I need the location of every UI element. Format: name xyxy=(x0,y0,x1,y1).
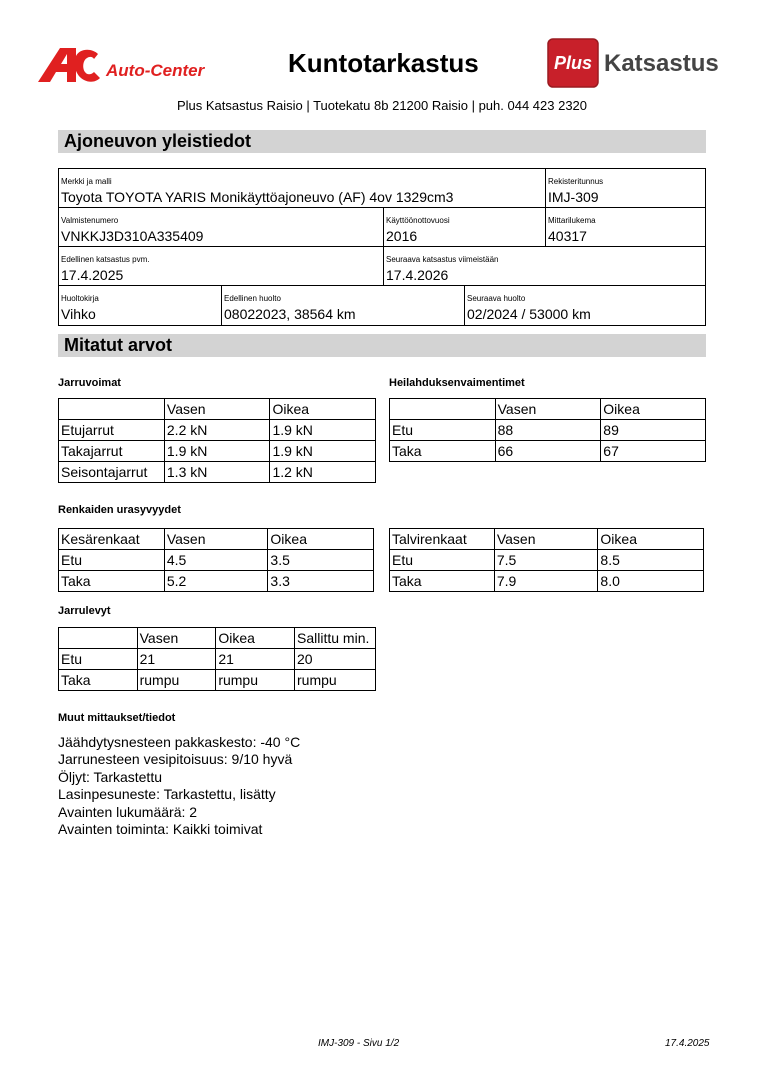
table-cell: Oikea xyxy=(268,529,374,550)
table-cell: Taka xyxy=(390,571,495,592)
other-line: Jäähdytysnesteen pakkaskesto: -40 °C xyxy=(58,734,301,750)
table-cell: Sallittu min. xyxy=(295,628,376,649)
table-cell: Etujarrut xyxy=(59,420,165,441)
table-cell: Etu xyxy=(59,550,165,571)
winter-tires-table xyxy=(389,528,704,592)
table-cell: 1.9 kN xyxy=(270,441,376,462)
table-cell: 67 xyxy=(601,441,706,462)
table-cell: Seisontajarrut xyxy=(59,462,165,483)
vehicle-info-table xyxy=(58,168,706,326)
table-cell: Etu xyxy=(59,649,138,670)
table-cell xyxy=(59,399,165,420)
auto-center-logo-icon xyxy=(36,46,226,86)
table-cell: Takajarrut xyxy=(59,441,165,462)
section-heading-measured: Mitatut arvot xyxy=(58,334,706,357)
registration-cell xyxy=(545,169,705,207)
odometer-cell xyxy=(545,208,705,246)
table-cell: 8.0 xyxy=(598,571,704,592)
table-cell: 1.9 kN xyxy=(270,420,376,441)
info-row xyxy=(59,286,705,325)
table-cell xyxy=(59,628,138,649)
odometer-value: 40317 xyxy=(548,228,587,244)
table-cell: Oikea xyxy=(270,399,376,420)
table-cell: Vasen xyxy=(495,399,601,420)
registration-label: Rekisteritunnus xyxy=(548,177,604,186)
table-cell: rumpu xyxy=(216,670,295,691)
table-row xyxy=(390,420,706,441)
auto-center-wordmark: Auto-Center xyxy=(106,61,205,80)
footer-page-number: IMJ-309 - Sivu 1/2 xyxy=(318,1038,400,1049)
table-cell: 1.3 kN xyxy=(164,462,270,483)
info-row xyxy=(59,247,705,286)
table-cell: 4.5 xyxy=(164,550,268,571)
footer-date: 17.4.2025 xyxy=(665,1038,710,1049)
service-book-value: Vihko xyxy=(61,306,96,322)
vin-label: Valmistenumero xyxy=(61,216,119,225)
table-cell: rumpu xyxy=(295,670,376,691)
table-row xyxy=(59,420,376,441)
summer-tires-table xyxy=(58,528,374,592)
table-cell: Kesärenkaat xyxy=(59,529,165,550)
table-row xyxy=(59,529,374,550)
table-cell: 20 xyxy=(295,649,376,670)
table-cell: Vasen xyxy=(137,628,216,649)
table-row xyxy=(59,462,376,483)
table-cell: Oikea xyxy=(216,628,295,649)
table-cell: Etu xyxy=(390,550,495,571)
prev-inspection-label: Edellinen katsastus pvm. xyxy=(61,255,150,264)
table-row xyxy=(59,399,376,420)
other-line: Avainten lukumäärä: 2 xyxy=(58,803,198,820)
table-cell: Taka xyxy=(390,441,496,462)
table-row xyxy=(59,649,376,670)
plus-katsastus-logo xyxy=(546,38,726,88)
brake-discs-table xyxy=(58,627,376,691)
other-measurements-title: Muut mittaukset/tiedot xyxy=(58,712,176,724)
prev-service-label: Edellinen huolto xyxy=(224,294,281,303)
table-row xyxy=(59,571,374,592)
brake-force-table xyxy=(58,398,376,483)
table-cell: 3.3 xyxy=(268,571,374,592)
other-line: Jarrunesteen vesipitoisuus: 9/10 hyvä xyxy=(58,751,293,768)
table-cell: Etu xyxy=(390,420,496,441)
other-line: Öljyt: Tarkastettu xyxy=(58,768,163,785)
other-line: Lasinpesuneste: Tarkastettu, lisätty xyxy=(58,786,276,803)
info-row xyxy=(59,169,705,208)
year-value: 2016 xyxy=(386,228,418,244)
shocks-title: Heilahduksenvaimentimet xyxy=(389,377,525,389)
table-cell: Oikea xyxy=(601,399,706,420)
next-service-value: 02/2024 / 53000 km xyxy=(467,306,591,322)
table-row xyxy=(390,399,706,420)
vin-cell xyxy=(59,208,383,246)
table-cell: 7.9 xyxy=(494,571,598,592)
table-cell: Vasen xyxy=(494,529,598,550)
table-cell: 88 xyxy=(495,420,601,441)
table-cell: 21 xyxy=(137,649,216,670)
table-cell: Talvirenkaat xyxy=(390,529,495,550)
station-address: Plus Katsastus Raisio | Tuotekatu 8b 21200 Raisio | puh. 044 423 2320 xyxy=(176,98,588,113)
make-model-label: Merkki ja malli xyxy=(61,177,112,186)
other-measurements-list xyxy=(58,734,300,838)
table-cell: Vasen xyxy=(164,529,268,550)
table-row xyxy=(390,571,704,592)
prev-service-cell xyxy=(221,286,464,325)
table-row xyxy=(390,441,706,462)
auto-center-logo xyxy=(36,46,226,86)
tire-depth-title: Renkaiden urasyvyydet xyxy=(58,504,181,516)
next-inspection-value: 17.4.2026 xyxy=(386,267,449,283)
section-heading-general: Ajoneuvon yleistiedot xyxy=(58,130,706,153)
table-cell: 8.5 xyxy=(598,550,704,571)
table-cell: Vasen xyxy=(164,399,270,420)
table-row xyxy=(59,670,376,691)
table-cell: 3.5 xyxy=(268,550,374,571)
table-cell: 1.2 kN xyxy=(270,462,376,483)
table-cell: rumpu xyxy=(137,670,216,691)
year-label: Käyttöönottovuosi xyxy=(386,216,450,225)
table-cell: Oikea xyxy=(598,529,704,550)
next-inspection-label: Seuraava katsastus viimeistään xyxy=(386,255,499,264)
next-service-label: Seuraava huolto xyxy=(467,294,526,303)
table-cell: Taka xyxy=(59,571,165,592)
brake-discs-title: Jarrulevyt xyxy=(58,605,111,617)
table-cell: 21 xyxy=(216,649,295,670)
year-cell xyxy=(383,208,545,246)
table-cell: 66 xyxy=(495,441,601,462)
table-row xyxy=(59,628,376,649)
shock-absorber-table xyxy=(389,398,706,462)
table-row xyxy=(390,550,704,571)
plus-badge-text: Plus xyxy=(553,53,593,73)
table-cell: 5.2 xyxy=(164,571,268,592)
table-cell xyxy=(390,399,496,420)
prev-service-value: 08022023, 38564 km xyxy=(224,306,356,322)
table-cell: Taka xyxy=(59,670,138,691)
table-cell: 2.2 kN xyxy=(164,420,270,441)
prev-inspection-value: 17.4.2025 xyxy=(61,267,124,283)
info-row xyxy=(59,208,705,247)
make-model-value: Toyota TOYOTA YARIS Monikäyttöajoneuvo (AF) 4ov 1329cm3 xyxy=(61,189,454,205)
table-cell: 1.9 kN xyxy=(164,441,270,462)
table-row xyxy=(59,441,376,462)
table-cell: 7.5 xyxy=(494,550,598,571)
vin-value: VNKKJ3D310A335409 xyxy=(61,228,204,244)
other-line: Avainten toiminta: Kaikki toimivat xyxy=(58,821,263,838)
make-model-cell xyxy=(59,169,545,207)
service-book-cell xyxy=(59,286,221,325)
table-row xyxy=(390,529,704,550)
odometer-label: Mittarilukema xyxy=(548,216,596,225)
registration-value: IMJ-309 xyxy=(548,189,599,205)
prev-inspection-cell xyxy=(59,247,383,285)
table-row xyxy=(59,550,374,571)
next-service-cell xyxy=(464,286,705,325)
brakes-title: Jarruvoimat xyxy=(58,377,121,389)
service-book-label: Huoltokirja xyxy=(61,294,99,303)
katsastus-wordmark: Katsastus xyxy=(604,50,719,77)
table-cell: 89 xyxy=(601,420,706,441)
next-inspection-cell xyxy=(383,247,705,285)
page-title: Kuntotarkastus xyxy=(288,48,479,78)
